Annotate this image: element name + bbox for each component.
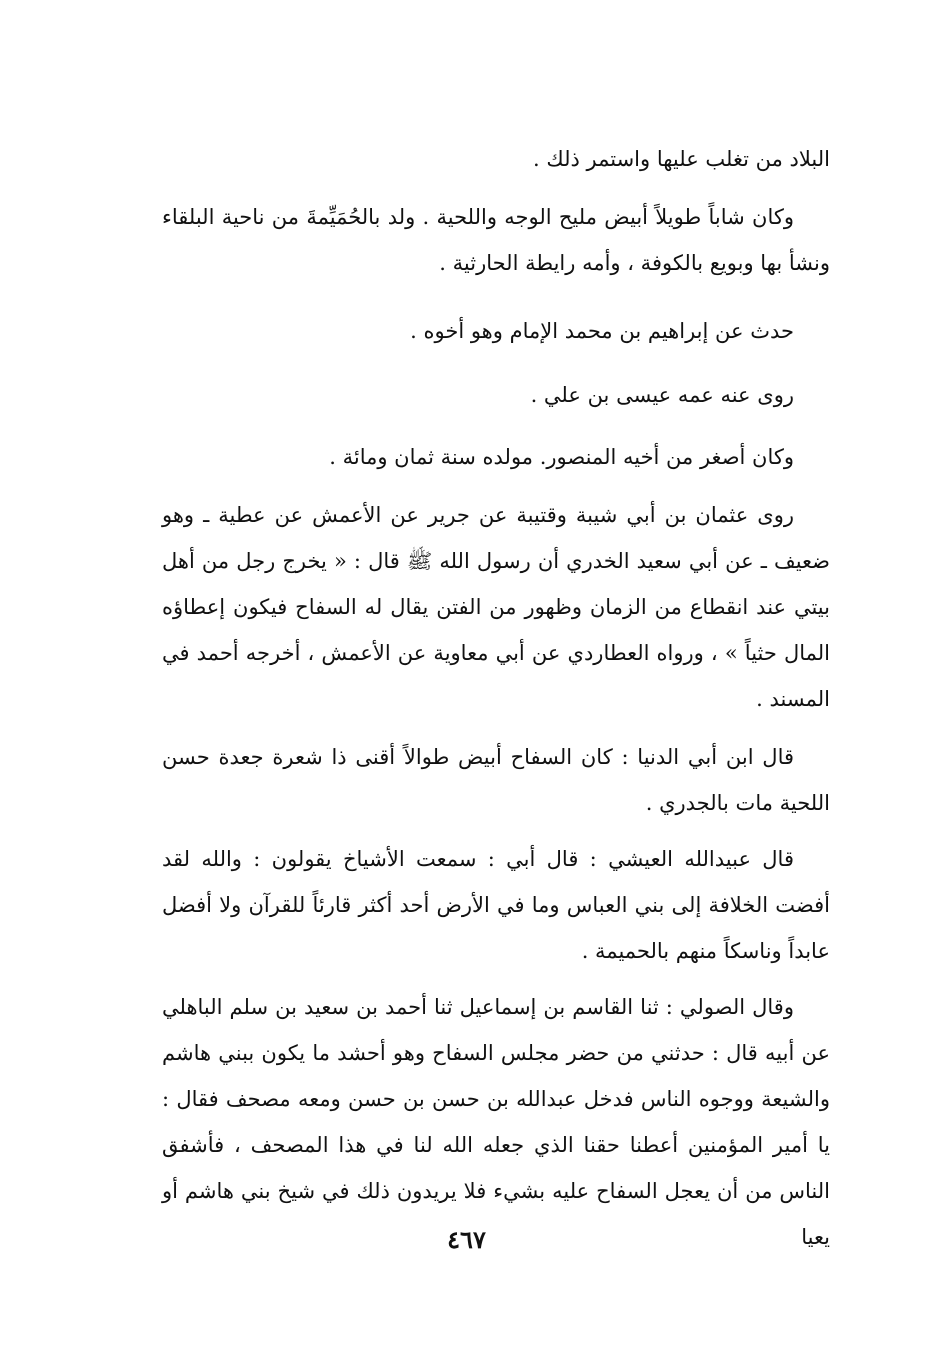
paragraph-8: قال عبيدالله العيشي : قال أبي : سمعت الأشياخ يقولون : والله لقد أفضت الخلافة إلى بني العباس وما في الأرض أحد أكثر قارئاً للقرآن ولا أفضل عابداً وناسكاً منهم بالحميمة . <box>162 847 830 963</box>
page-number: ٤٦٧ <box>447 1225 486 1254</box>
paragraph-4: روى عنه عمه عيسى بن علي . <box>530 383 794 407</box>
paragraph-9: وقال الصولي : ثنا القاسم بن إسماعيل ثنا أحمد بن سعيد بن سلم الباهلي عن أبيه قال : حدثني من حضر مجلس السفاح وهو أحشد ما يكون ببني هاشم والشيعة ووجوه الناس فدخل عبدالله بن حسن بن حسن ومعه مصحف فقال : يا أمير المؤمنين أعطنا حقنا الذي جعله الله لنا في هذا المصحف ، فأشفق الناس من أن يعجل السفاح عليه بشيء فلا يريدون ذلك في شيخ بني هاشم أو يعيا <box>162 995 830 1249</box>
paragraph-1: البلاد من تغلب عليها واستمر ذلك . <box>533 147 830 171</box>
paragraph-7: قال ابن أبي الدنيا : كان السفاح أبيض طوالاً أقنى ذا شعرة جعدة حسن اللحية مات بالجدري . <box>162 745 830 815</box>
paragraph-2: وكان شاباً طويلاً أبيض مليح الوجه واللحية . ولد بالحُمَيِّمةَ من ناحية البلقاء ونشأ بها وبويع بالكوفة ، وأمه رايطة الحارثية . <box>162 205 830 275</box>
paragraph-6: روى عثمان بن أبي شيبة وقتيبة عن جرير عن الأعمش عن عطية ـ وهو ضعيف ـ عن أبي سعيد الخدري أن رسول الله ﷺ قال : « يخرج رجل من أهل بيتي عند انقطاع من الزمان وظهور من الفتن يقال له السفاح فيكون إعطاؤه المال حثياً » ، ورواه العطاردي عن أبي معاوية عن الأعمش ، أخرجه أحمد في المسند . <box>162 503 830 711</box>
paragraph-3: حدث عن إبراهيم بن محمد الإمام وهو أخوه . <box>410 319 794 343</box>
paragraph-5: وكان أصغر من أخيه المنصور. مولده سنة ثمان ومائة . <box>329 445 794 469</box>
